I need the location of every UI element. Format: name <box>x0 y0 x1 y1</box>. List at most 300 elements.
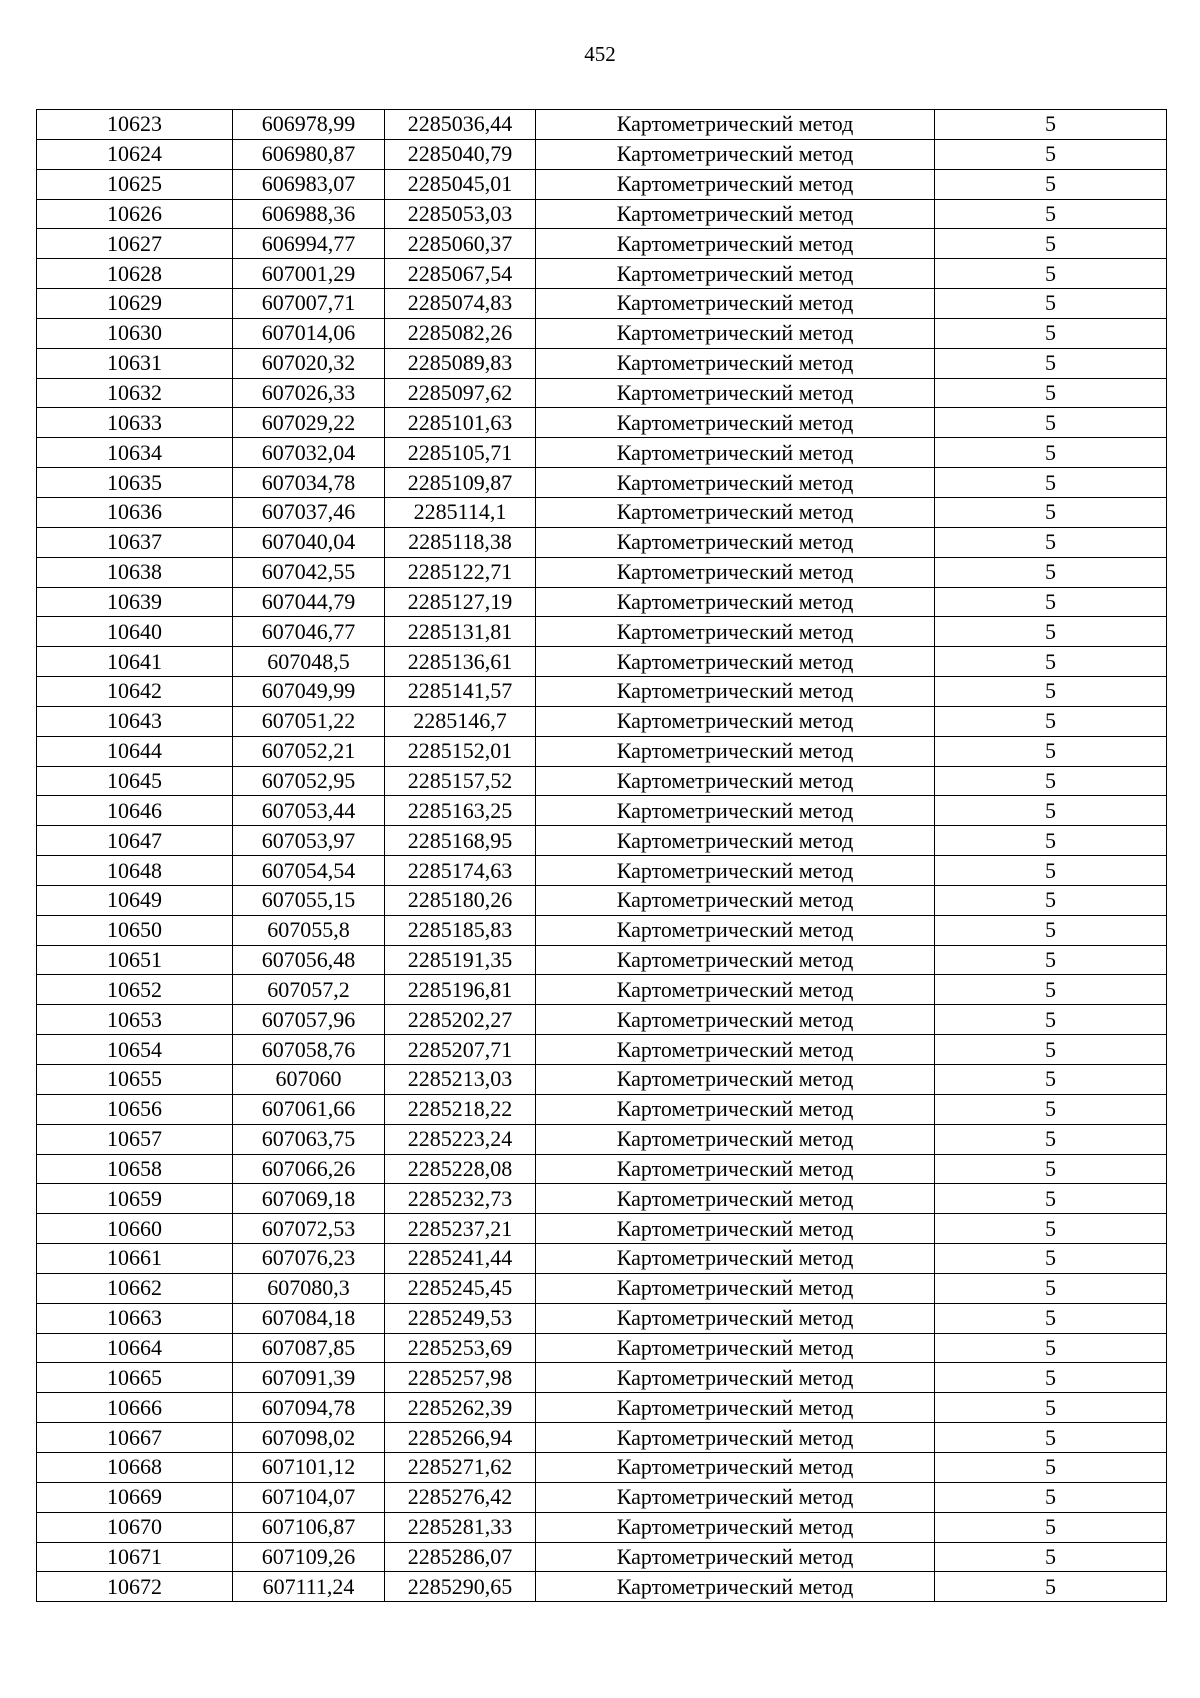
cell-point-number: 10652 <box>37 975 233 1005</box>
cell-x-coordinate: 607040,04 <box>233 527 385 557</box>
cell-y-coordinate: 2285157,52 <box>385 766 536 796</box>
cell-y-coordinate: 2285237,21 <box>385 1214 536 1244</box>
cell-x-coordinate: 607101,12 <box>233 1452 385 1482</box>
cell-point-number: 10653 <box>37 1005 233 1035</box>
cell-point-number: 10656 <box>37 1094 233 1124</box>
cell-point-number: 10632 <box>37 378 233 408</box>
cell-point-number: 10635 <box>37 468 233 498</box>
cell-y-coordinate: 2285271,62 <box>385 1452 536 1482</box>
cell-accuracy: 5 <box>935 885 1167 915</box>
cell-method: Картометрический метод <box>536 438 935 468</box>
cell-accuracy: 5 <box>935 1572 1167 1602</box>
cell-point-number: 10646 <box>37 796 233 826</box>
cell-method: Картометрический метод <box>536 169 935 199</box>
cell-accuracy: 5 <box>935 1333 1167 1363</box>
cell-x-coordinate: 607007,71 <box>233 289 385 319</box>
cell-accuracy: 5 <box>935 617 1167 647</box>
cell-y-coordinate: 2285202,27 <box>385 1005 536 1035</box>
cell-method: Картометрический метод <box>536 1333 935 1363</box>
table-row <box>37 348 1167 378</box>
cell-x-coordinate: 606988,36 <box>233 199 385 229</box>
cell-method: Картометрический метод <box>536 1154 935 1184</box>
cell-method: Картометрический метод <box>536 497 935 527</box>
cell-point-number: 10672 <box>37 1572 233 1602</box>
table-row <box>37 945 1167 975</box>
cell-x-coordinate: 607063,75 <box>233 1124 385 1154</box>
cell-accuracy: 5 <box>935 229 1167 259</box>
table-row <box>37 766 1167 796</box>
cell-y-coordinate: 2285127,19 <box>385 587 536 617</box>
cell-y-coordinate: 2285141,57 <box>385 677 536 707</box>
table-row <box>37 647 1167 677</box>
table-row <box>37 975 1167 1005</box>
cell-x-coordinate: 607066,26 <box>233 1154 385 1184</box>
page-number: 452 <box>584 42 616 66</box>
cell-y-coordinate: 2285045,01 <box>385 169 536 199</box>
cell-method: Картометрический метод <box>536 1512 935 1542</box>
table-row <box>37 915 1167 945</box>
cell-accuracy: 5 <box>935 557 1167 587</box>
cell-x-coordinate: 607072,53 <box>233 1214 385 1244</box>
table-row <box>37 1094 1167 1124</box>
cell-point-number: 10655 <box>37 1065 233 1095</box>
cell-method: Картометрический метод <box>536 1303 935 1333</box>
cell-method: Картометрический метод <box>536 408 935 438</box>
cell-x-coordinate: 607054,54 <box>233 856 385 886</box>
cell-point-number: 10636 <box>37 497 233 527</box>
table-row <box>37 1542 1167 1572</box>
cell-method: Картометрический метод <box>536 1184 935 1214</box>
cell-accuracy: 5 <box>935 945 1167 975</box>
cell-point-number: 10638 <box>37 557 233 587</box>
cell-point-number: 10633 <box>37 408 233 438</box>
cell-x-coordinate: 607048,5 <box>233 647 385 677</box>
cell-y-coordinate: 2285082,26 <box>385 318 536 348</box>
cell-accuracy: 5 <box>935 527 1167 557</box>
table-row <box>37 169 1167 199</box>
cell-y-coordinate: 2285196,81 <box>385 975 536 1005</box>
cell-accuracy: 5 <box>935 1512 1167 1542</box>
cell-y-coordinate: 2285060,37 <box>385 229 536 259</box>
cell-x-coordinate: 607001,29 <box>233 259 385 289</box>
table-row <box>37 1512 1167 1542</box>
table-row <box>37 378 1167 408</box>
cell-method: Картометрический метод <box>536 706 935 736</box>
cell-x-coordinate: 607080,3 <box>233 1273 385 1303</box>
cell-accuracy: 5 <box>935 289 1167 319</box>
table-row <box>37 1363 1167 1393</box>
table-row <box>37 1423 1167 1453</box>
cell-point-number: 10665 <box>37 1363 233 1393</box>
cell-point-number: 10651 <box>37 945 233 975</box>
cell-x-coordinate: 607034,78 <box>233 468 385 498</box>
cell-accuracy: 5 <box>935 1482 1167 1512</box>
cell-point-number: 10645 <box>37 766 233 796</box>
cell-point-number: 10626 <box>37 199 233 229</box>
cell-accuracy: 5 <box>935 1244 1167 1274</box>
cell-accuracy: 5 <box>935 1273 1167 1303</box>
cell-method: Картометрический метод <box>536 1452 935 1482</box>
cell-x-coordinate: 607051,22 <box>233 706 385 736</box>
cell-method: Картометрический метод <box>536 378 935 408</box>
table-row <box>37 736 1167 766</box>
cell-accuracy: 5 <box>935 438 1167 468</box>
cell-accuracy: 5 <box>935 468 1167 498</box>
cell-y-coordinate: 2285207,71 <box>385 1035 536 1065</box>
cell-x-coordinate: 607109,26 <box>233 1542 385 1572</box>
cell-x-coordinate: 607053,97 <box>233 826 385 856</box>
cell-point-number: 10663 <box>37 1303 233 1333</box>
cell-method: Картометрический метод <box>536 1065 935 1095</box>
cell-accuracy: 5 <box>935 497 1167 527</box>
cell-point-number: 10668 <box>37 1452 233 1482</box>
cell-method: Картометрический метод <box>536 1393 935 1423</box>
cell-method: Картометрический метод <box>536 1542 935 1572</box>
cell-method: Картометрический метод <box>536 1214 935 1244</box>
cell-y-coordinate: 2285262,39 <box>385 1393 536 1423</box>
cell-method: Картометрический метод <box>536 587 935 617</box>
cell-point-number: 10647 <box>37 826 233 856</box>
table-row <box>37 408 1167 438</box>
cell-x-coordinate: 607055,15 <box>233 885 385 915</box>
cell-point-number: 10649 <box>37 885 233 915</box>
cell-y-coordinate: 2285136,61 <box>385 647 536 677</box>
cell-method: Картометрический метод <box>536 1423 935 1453</box>
cell-x-coordinate: 607076,23 <box>233 1244 385 1274</box>
cell-method: Картометрический метод <box>536 796 935 826</box>
table-row <box>37 1154 1167 1184</box>
cell-y-coordinate: 2285266,94 <box>385 1423 536 1453</box>
cell-accuracy: 5 <box>935 766 1167 796</box>
cell-point-number: 10634 <box>37 438 233 468</box>
cell-method: Картометрический метод <box>536 915 935 945</box>
table-row <box>37 1482 1167 1512</box>
cell-y-coordinate: 2285168,95 <box>385 826 536 856</box>
table-row <box>37 1065 1167 1095</box>
cell-point-number: 10671 <box>37 1542 233 1572</box>
cell-accuracy: 5 <box>935 915 1167 945</box>
cell-accuracy: 5 <box>935 348 1167 378</box>
cell-y-coordinate: 2285253,69 <box>385 1333 536 1363</box>
cell-x-coordinate: 607069,18 <box>233 1184 385 1214</box>
cell-accuracy: 5 <box>935 1393 1167 1423</box>
table-row <box>37 318 1167 348</box>
table-row <box>37 1393 1167 1423</box>
cell-method: Картометрический метод <box>536 766 935 796</box>
cell-accuracy: 5 <box>935 1452 1167 1482</box>
table-row <box>37 229 1167 259</box>
cell-y-coordinate: 2285040,79 <box>385 139 536 169</box>
cell-method: Картометрический метод <box>536 110 935 140</box>
cell-x-coordinate: 607060 <box>233 1065 385 1095</box>
cell-y-coordinate: 2285163,25 <box>385 796 536 826</box>
cell-point-number: 10670 <box>37 1512 233 1542</box>
cell-method: Картометрический метод <box>536 348 935 378</box>
cell-method: Картометрический метод <box>536 945 935 975</box>
cell-y-coordinate: 2285290,65 <box>385 1572 536 1602</box>
cell-point-number: 10660 <box>37 1214 233 1244</box>
cell-point-number: 10631 <box>37 348 233 378</box>
cell-accuracy: 5 <box>935 1065 1167 1095</box>
table-row <box>37 468 1167 498</box>
cell-method: Картометрический метод <box>536 975 935 1005</box>
cell-x-coordinate: 607029,22 <box>233 408 385 438</box>
cell-point-number: 10666 <box>37 1393 233 1423</box>
cell-point-number: 10640 <box>37 617 233 647</box>
table-row <box>37 1452 1167 1482</box>
cell-point-number: 10643 <box>37 706 233 736</box>
cell-y-coordinate: 2285109,87 <box>385 468 536 498</box>
cell-y-coordinate: 2285228,08 <box>385 1154 536 1184</box>
cell-y-coordinate: 2285122,71 <box>385 557 536 587</box>
table-row <box>37 1333 1167 1363</box>
table-row <box>37 557 1167 587</box>
cell-accuracy: 5 <box>935 1214 1167 1244</box>
cell-point-number: 10661 <box>37 1244 233 1274</box>
cell-x-coordinate: 607037,46 <box>233 497 385 527</box>
cell-method: Картометрический метод <box>536 617 935 647</box>
cell-x-coordinate: 607020,32 <box>233 348 385 378</box>
coordinates-table <box>36 109 1167 1602</box>
cell-accuracy: 5 <box>935 736 1167 766</box>
table-row <box>37 706 1167 736</box>
cell-y-coordinate: 2285067,54 <box>385 259 536 289</box>
cell-point-number: 10644 <box>37 736 233 766</box>
cell-y-coordinate: 2285152,01 <box>385 736 536 766</box>
cell-method: Картометрический метод <box>536 736 935 766</box>
cell-y-coordinate: 2285249,53 <box>385 1303 536 1333</box>
cell-accuracy: 5 <box>935 408 1167 438</box>
cell-x-coordinate: 607057,96 <box>233 1005 385 1035</box>
cell-point-number: 10669 <box>37 1482 233 1512</box>
cell-y-coordinate: 2285097,62 <box>385 378 536 408</box>
table-row <box>37 796 1167 826</box>
cell-method: Картометрический метод <box>536 468 935 498</box>
cell-x-coordinate: 606980,87 <box>233 139 385 169</box>
table-row <box>37 1303 1167 1333</box>
cell-x-coordinate: 607049,99 <box>233 677 385 707</box>
table-body <box>37 110 1167 1602</box>
cell-point-number: 10627 <box>37 229 233 259</box>
cell-method: Картометрический метод <box>536 826 935 856</box>
cell-method: Картометрический метод <box>536 139 935 169</box>
table-row <box>37 1572 1167 1602</box>
cell-method: Картометрический метод <box>536 557 935 587</box>
cell-point-number: 10639 <box>37 587 233 617</box>
cell-point-number: 10664 <box>37 1333 233 1363</box>
cell-x-coordinate: 607091,39 <box>233 1363 385 1393</box>
cell-x-coordinate: 607026,33 <box>233 378 385 408</box>
cell-accuracy: 5 <box>935 1184 1167 1214</box>
table-row <box>37 587 1167 617</box>
cell-method: Картометрический метод <box>536 677 935 707</box>
cell-point-number: 10650 <box>37 915 233 945</box>
cell-y-coordinate: 2285245,45 <box>385 1273 536 1303</box>
cell-x-coordinate: 607042,55 <box>233 557 385 587</box>
table-row <box>37 438 1167 468</box>
cell-method: Картометрический метод <box>536 1572 935 1602</box>
table-row <box>37 110 1167 140</box>
table-row <box>37 617 1167 647</box>
table-row <box>37 856 1167 886</box>
cell-x-coordinate: 607032,04 <box>233 438 385 468</box>
cell-method: Картометрический метод <box>536 1035 935 1065</box>
cell-accuracy: 5 <box>935 169 1167 199</box>
cell-point-number: 10658 <box>37 1154 233 1184</box>
cell-y-coordinate: 2285146,7 <box>385 706 536 736</box>
cell-accuracy: 5 <box>935 199 1167 229</box>
cell-y-coordinate: 2285286,07 <box>385 1542 536 1572</box>
table-row <box>37 1035 1167 1065</box>
cell-accuracy: 5 <box>935 587 1167 617</box>
cell-method: Картометрический метод <box>536 1363 935 1393</box>
cell-point-number: 10623 <box>37 110 233 140</box>
cell-x-coordinate: 607014,06 <box>233 318 385 348</box>
cell-method: Картометрический метод <box>536 1244 935 1274</box>
cell-method: Картометрический метод <box>536 1094 935 1124</box>
cell-y-coordinate: 2285281,33 <box>385 1512 536 1542</box>
cell-point-number: 10642 <box>37 677 233 707</box>
cell-x-coordinate: 607058,76 <box>233 1035 385 1065</box>
cell-accuracy: 5 <box>935 1542 1167 1572</box>
cell-accuracy: 5 <box>935 975 1167 1005</box>
cell-method: Картометрический метод <box>536 318 935 348</box>
cell-y-coordinate: 2285105,71 <box>385 438 536 468</box>
cell-accuracy: 5 <box>935 259 1167 289</box>
cell-method: Картометрический метод <box>536 229 935 259</box>
cell-y-coordinate: 2285114,1 <box>385 497 536 527</box>
cell-method: Картометрический метод <box>536 1124 935 1154</box>
cell-accuracy: 5 <box>935 706 1167 736</box>
table-row <box>37 199 1167 229</box>
table-row <box>37 289 1167 319</box>
cell-method: Картометрический метод <box>536 856 935 886</box>
cell-y-coordinate: 2285174,63 <box>385 856 536 886</box>
cell-x-coordinate: 607057,2 <box>233 975 385 1005</box>
cell-method: Картометрический метод <box>536 1482 935 1512</box>
cell-method: Картометрический метод <box>536 1273 935 1303</box>
cell-y-coordinate: 2285185,83 <box>385 915 536 945</box>
cell-x-coordinate: 607084,18 <box>233 1303 385 1333</box>
cell-x-coordinate: 606983,07 <box>233 169 385 199</box>
cell-accuracy: 5 <box>935 856 1167 886</box>
table-row <box>37 1214 1167 1244</box>
cell-y-coordinate: 2285223,24 <box>385 1124 536 1154</box>
table-row <box>37 497 1167 527</box>
cell-accuracy: 5 <box>935 1154 1167 1184</box>
cell-accuracy: 5 <box>935 647 1167 677</box>
cell-point-number: 10625 <box>37 169 233 199</box>
cell-y-coordinate: 2285118,38 <box>385 527 536 557</box>
cell-x-coordinate: 607046,77 <box>233 617 385 647</box>
cell-accuracy: 5 <box>935 1363 1167 1393</box>
cell-x-coordinate: 607111,24 <box>233 1572 385 1602</box>
cell-x-coordinate: 607106,87 <box>233 1512 385 1542</box>
cell-accuracy: 5 <box>935 110 1167 140</box>
cell-y-coordinate: 2285180,26 <box>385 885 536 915</box>
cell-x-coordinate: 607044,79 <box>233 587 385 617</box>
cell-method: Картометрический метод <box>536 885 935 915</box>
cell-accuracy: 5 <box>935 1423 1167 1453</box>
table-row <box>37 826 1167 856</box>
cell-y-coordinate: 2285074,83 <box>385 289 536 319</box>
cell-accuracy: 5 <box>935 1094 1167 1124</box>
cell-point-number: 10637 <box>37 527 233 557</box>
cell-point-number: 10630 <box>37 318 233 348</box>
cell-x-coordinate: 606978,99 <box>233 110 385 140</box>
cell-point-number: 10648 <box>37 856 233 886</box>
cell-x-coordinate: 607056,48 <box>233 945 385 975</box>
table-row <box>37 677 1167 707</box>
cell-point-number: 10667 <box>37 1423 233 1453</box>
cell-method: Картометрический метод <box>536 199 935 229</box>
table-row <box>37 259 1167 289</box>
cell-accuracy: 5 <box>935 1303 1167 1333</box>
cell-x-coordinate: 607061,66 <box>233 1094 385 1124</box>
cell-method: Картометрический метод <box>536 527 935 557</box>
cell-y-coordinate: 2285089,83 <box>385 348 536 378</box>
cell-accuracy: 5 <box>935 1124 1167 1154</box>
table-row <box>37 1244 1167 1274</box>
cell-accuracy: 5 <box>935 1005 1167 1035</box>
cell-method: Картометрический метод <box>536 1005 935 1035</box>
cell-y-coordinate: 2285218,22 <box>385 1094 536 1124</box>
cell-point-number: 10657 <box>37 1124 233 1154</box>
cell-y-coordinate: 2285257,98 <box>385 1363 536 1393</box>
cell-method: Картометрический метод <box>536 259 935 289</box>
cell-point-number: 10624 <box>37 139 233 169</box>
cell-x-coordinate: 607094,78 <box>233 1393 385 1423</box>
cell-accuracy: 5 <box>935 677 1167 707</box>
table-row <box>37 139 1167 169</box>
cell-accuracy: 5 <box>935 826 1167 856</box>
cell-x-coordinate: 607098,02 <box>233 1423 385 1453</box>
cell-y-coordinate: 2285241,44 <box>385 1244 536 1274</box>
cell-y-coordinate: 2285053,03 <box>385 199 536 229</box>
table-row <box>37 1124 1167 1154</box>
cell-accuracy: 5 <box>935 139 1167 169</box>
cell-x-coordinate: 607052,21 <box>233 736 385 766</box>
cell-point-number: 10659 <box>37 1184 233 1214</box>
cell-accuracy: 5 <box>935 796 1167 826</box>
cell-x-coordinate: 607055,8 <box>233 915 385 945</box>
cell-x-coordinate: 607087,85 <box>233 1333 385 1363</box>
cell-y-coordinate: 2285131,81 <box>385 617 536 647</box>
table-row <box>37 527 1167 557</box>
cell-point-number: 10629 <box>37 289 233 319</box>
cell-point-number: 10662 <box>37 1273 233 1303</box>
cell-point-number: 10628 <box>37 259 233 289</box>
table-row <box>37 1184 1167 1214</box>
cell-accuracy: 5 <box>935 1035 1167 1065</box>
table-row <box>37 1005 1167 1035</box>
table-row <box>37 1273 1167 1303</box>
cell-y-coordinate: 2285276,42 <box>385 1482 536 1512</box>
cell-x-coordinate: 607053,44 <box>233 796 385 826</box>
cell-accuracy: 5 <box>935 378 1167 408</box>
cell-point-number: 10654 <box>37 1035 233 1065</box>
cell-x-coordinate: 606994,77 <box>233 229 385 259</box>
cell-x-coordinate: 607052,95 <box>233 766 385 796</box>
cell-y-coordinate: 2285213,03 <box>385 1065 536 1095</box>
cell-y-coordinate: 2285232,73 <box>385 1184 536 1214</box>
cell-y-coordinate: 2285101,63 <box>385 408 536 438</box>
cell-y-coordinate: 2285036,44 <box>385 110 536 140</box>
cell-method: Картометрический метод <box>536 289 935 319</box>
cell-y-coordinate: 2285191,35 <box>385 945 536 975</box>
table-row <box>37 885 1167 915</box>
cell-accuracy: 5 <box>935 318 1167 348</box>
